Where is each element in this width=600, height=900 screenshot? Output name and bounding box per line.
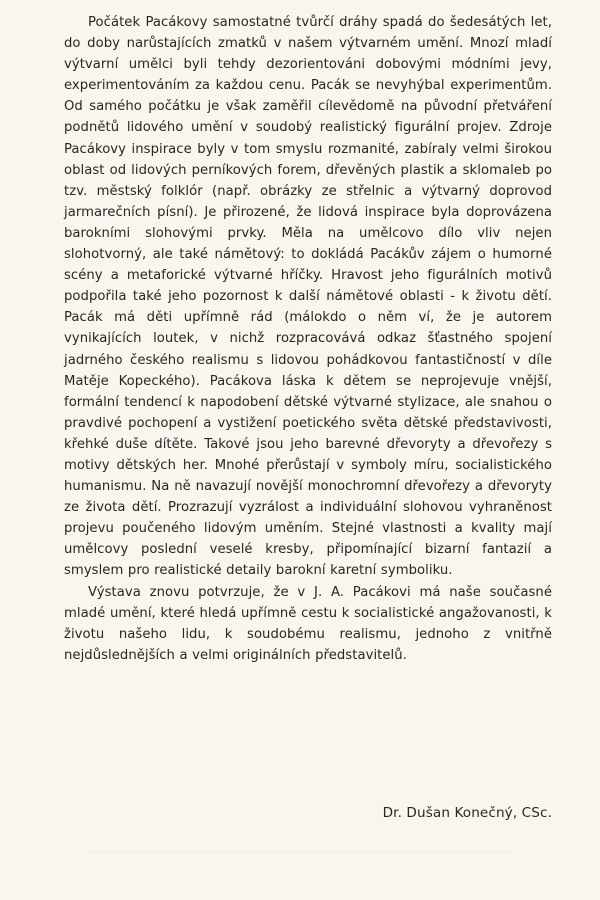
paragraph-2: Výstava znovu potvrzuje, že v J. A. Pacákovi má naše současné mladé umění, které hledá upřímně cestu k socialistické angažovanosti, k životu našeho lidu, k soudobému realismu, jednoho z vnitřně nejdůslednějších a velmi originálních představitelů.: [64, 584, 552, 663]
paragraph-1: Počátek Pacákovy samostatné tvůrčí dráhy spadá do šedesátých let, do doby narůstajících zmatků v našem výtvarném umění. Mnozí mladí výtvarní umělci byli tehdy dezorientováni dobovými módními jevy, experimentováním za každou cenu. Pacák se nevyhýbal experimentům. Od samého počátku je však zaměřil cílevědomě na původní přetváření podnětů lidového umění v soudobý realistický figurální projev. Zdroje Pacákovy inspirace byly v tom smyslu rozmanité, zabíraly velmi širokou oblast od lidových perníkových forem, dřevěných plastik a sklomaleb po tzv. městský folklór (např. obrázky ze střelnic a výtvarný doprovod jarmarečních písní). Je přirozené, že lidová inspirace byla doprovázena barokními slohovými prvky. Měla na umělcovo dílo vliv nejen slohotvorný, ale také námětový: to dokládá Pacákův zájem o humorné scény a metaforické výtvarné hříčky. Hravost jeho figurálních motivů podpořila také jeho pozornost k další námětové oblasti - k životu dětí. Pacák má děti upřímně rád (málokdo o něm ví, že je autorem vynikajících loutek, v nichž rozpracovává odkaz šťastného spojení jadrného českého realismu s lidovou pohádkovou fantastičností v díle Matěje Kopeckého). Pacákova láska k dětem se neprojevuje vnější, formální tendencí k napodobení dětské výtvarné stylizace, ale snahou o pravdivé pochopení a vystižení poetického světa dětské představivosti, křehké duše dítěte. Takové jsou jeho barevné dřevoryty a dřevořezy s motivy dětských her. Mnohé přerůstají v symboly míru, socialistického humanismu. Na ně navazují novější monochromní dřevořezy a dřevoryty ze života dětí. Prozrazují vyzrálost a individuální slohovou vyhraněnost projevu poučeného lidovým uměním. Stejné vlastnosti a kvality mají umělcovy poslední veselé kresby, připomínající bizarní fantazií a smyslem pro realistické detaily barokní karetní symboliku.: [64, 15, 552, 579]
page-bleed-through: [90, 852, 510, 863]
author-signature: Dr. Dušan Konečný, CSc.: [382, 805, 552, 821]
article-body: [64, 12, 552, 666]
